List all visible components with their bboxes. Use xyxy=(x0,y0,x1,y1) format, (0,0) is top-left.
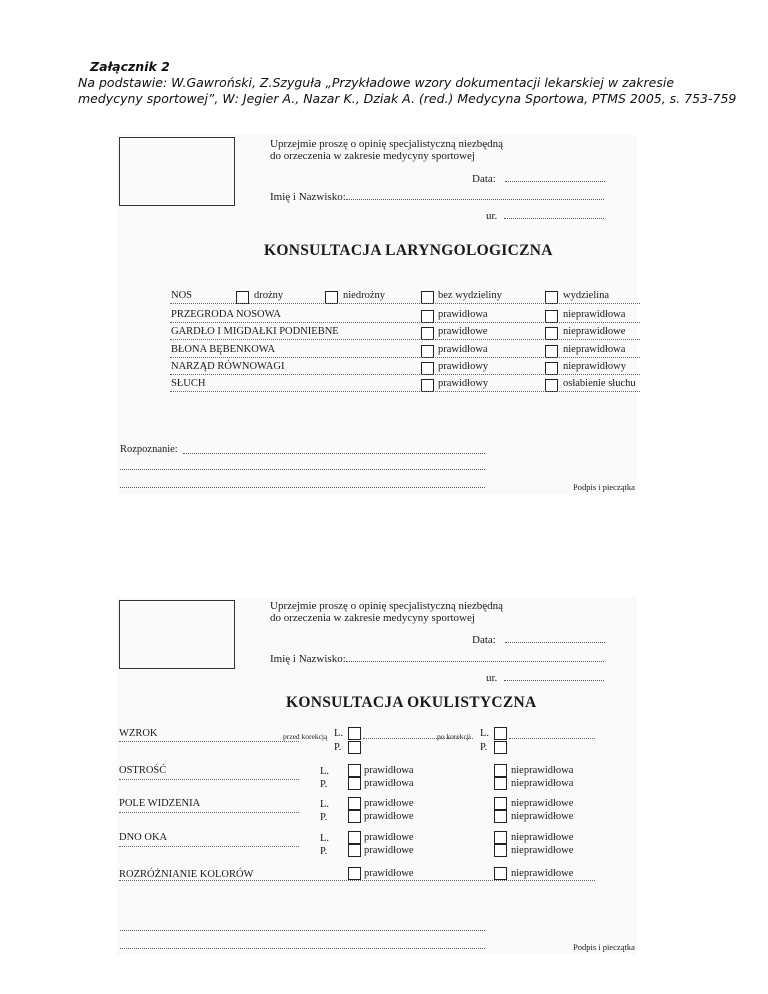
right-eye-label: P. xyxy=(320,812,328,823)
row-divider xyxy=(170,339,640,340)
checkbox-ok-left[interactable] xyxy=(348,831,361,844)
checkbox-ok-right[interactable] xyxy=(348,844,361,857)
left-eye-label: L. xyxy=(320,799,330,810)
option-colors-ok: prawidłowe xyxy=(364,868,414,879)
option-ok: prawidłowy xyxy=(438,361,489,372)
row-divider xyxy=(119,812,299,813)
notes-field-line2[interactable] xyxy=(120,948,485,949)
document-header xyxy=(78,59,758,107)
after-correction-label: po korekcji xyxy=(437,732,471,741)
checkbox-after-left[interactable] xyxy=(494,727,507,740)
row-label: NARZĄD RÓWNOWAGI xyxy=(171,361,285,372)
form-title: KONSULTACJA LARYNGOLOGICZNA xyxy=(264,242,553,259)
row-divider xyxy=(170,374,640,375)
row-label: OSTROŚĆ xyxy=(119,765,167,776)
checkbox-ok-right[interactable] xyxy=(348,777,361,790)
form-title: KONSULTACJA OKULISTYCZNA xyxy=(286,694,537,711)
checkbox-after-right[interactable] xyxy=(494,741,507,754)
row-divider xyxy=(119,741,299,742)
checkbox-bad-left[interactable] xyxy=(494,831,507,844)
left-eye-label: L. xyxy=(320,833,330,844)
birth-field[interactable] xyxy=(504,680,604,681)
checkbox-bad-left[interactable] xyxy=(494,764,507,777)
notes-field-line1[interactable] xyxy=(120,930,485,931)
photo-box xyxy=(119,137,235,206)
right-eye-label: P. xyxy=(334,742,342,753)
option-bad: nieprawidłowe xyxy=(511,832,574,843)
right-eye-label: P. xyxy=(320,779,328,790)
checkbox-ok-left[interactable] xyxy=(348,764,361,777)
signature-label: Podpis i pieczątka xyxy=(573,482,635,492)
checkbox-bad-right[interactable] xyxy=(494,844,507,857)
option-bad: nieprawidłowe xyxy=(511,798,574,809)
date-label: Data: xyxy=(472,173,496,185)
checkbox-ok-left[interactable] xyxy=(348,797,361,810)
option-ok: prawidłowe xyxy=(364,811,414,822)
option-bad: nieprawidłowa xyxy=(511,778,574,789)
option-ok: prawidłowe xyxy=(438,326,488,337)
checkbox-ok-right[interactable] xyxy=(348,810,361,823)
option-ok: prawidłowe xyxy=(364,845,414,856)
name-label: Imię i Nazwisko: xyxy=(270,653,346,665)
row-divider xyxy=(170,391,640,392)
request-text: Uprzejmie proszę o opinię specjalistyczną niezbędną do orzeczenia w zakresie medycyny sportowej xyxy=(270,600,504,624)
row-divider xyxy=(363,738,473,739)
row-label-wzrok: WZROK xyxy=(119,728,158,739)
checkbox-bad-right[interactable] xyxy=(494,777,507,790)
checkbox-bad-right[interactable] xyxy=(494,810,507,823)
right-eye-label: P. xyxy=(320,846,328,857)
option-niedrozny: niedrożny xyxy=(343,290,385,301)
row-divider xyxy=(170,303,640,304)
source-line-2: medycyny sportowej”, W: Jegier A., Nazar K., Dziak A. (red.) Medycyna Sportowa, PTMS 2005, s. 753-759 xyxy=(78,91,737,106)
row-label: PRZEGRODA NOSOWA xyxy=(171,309,281,320)
request-text: Uprzejmie proszę o opinię specjalistyczną niezbędną do orzeczenia w zakresie medycyny sportowej xyxy=(270,138,504,162)
date-label: Data: xyxy=(472,634,496,646)
row-label: BŁONA BĘBENKOWA xyxy=(171,344,276,355)
diagnosis-field[interactable] xyxy=(183,453,485,454)
option-wydzielina: wydzielina xyxy=(563,290,610,301)
checkbox-colors-ok[interactable] xyxy=(348,867,361,880)
row-label-colors: ROZRÓŻNIANIE KOLORÓW xyxy=(119,869,254,880)
checkbox-before-left[interactable] xyxy=(348,727,361,740)
row-label: POLE WIDZENIA xyxy=(119,798,201,809)
option-bez-wydzieliny: bez wydzieliny xyxy=(438,290,502,301)
option-bad: nieprawidłowa xyxy=(511,765,574,776)
attachment-title: Załącznik 2 xyxy=(90,59,170,74)
name-field[interactable] xyxy=(346,661,604,662)
diagnosis-field-line3[interactable] xyxy=(120,487,485,488)
option-ok: prawidłowy xyxy=(438,378,489,389)
option-ok: prawidłowa xyxy=(438,344,488,355)
row-divider xyxy=(119,846,299,847)
diagnosis-field-line2[interactable] xyxy=(120,469,485,470)
right-eye-label: P. xyxy=(480,742,488,753)
date-field[interactable] xyxy=(505,181,605,182)
option-bad: nieprawidłowe xyxy=(511,845,574,856)
checkbox-bad-left[interactable] xyxy=(494,797,507,810)
option-bad: nieprawidłowe xyxy=(511,811,574,822)
row-label-nos: NOS xyxy=(171,290,193,301)
birth-field[interactable] xyxy=(504,218,604,219)
name-field[interactable] xyxy=(346,199,604,200)
before-correction-label: przed korekcją xyxy=(283,732,328,741)
option-bad: nieprawidłowa xyxy=(563,344,626,355)
row-divider xyxy=(170,322,640,323)
row-divider xyxy=(119,779,299,780)
option-ok: prawidłowa xyxy=(364,778,414,789)
left-eye-label: L. xyxy=(334,728,344,739)
option-drozny: drożny xyxy=(254,290,284,301)
option-ok: prawidłowa xyxy=(438,309,488,320)
left-eye-label: L. xyxy=(320,766,330,777)
option-ok: prawidłowa xyxy=(364,765,414,776)
birth-label: ur. xyxy=(486,672,498,684)
name-label: Imię i Nazwisko: xyxy=(270,191,346,203)
birth-label: ur. xyxy=(486,210,498,222)
source-line-1: Na podstawie: W.Gawroński, Z.Szyguła „Przykładowe wzory dokumentacji lekarskiej w zakresie xyxy=(78,75,675,90)
option-ok: prawidłowe xyxy=(364,798,414,809)
option-colors-bad: nieprawidłowe xyxy=(511,868,574,879)
option-ok: prawidłowe xyxy=(364,832,414,843)
left-eye-label: L. xyxy=(480,728,490,739)
option-bad: nieprawidłowy xyxy=(563,361,626,372)
diagnosis-label: Rozpoznanie: xyxy=(120,444,178,455)
photo-box xyxy=(119,600,235,669)
row-divider xyxy=(119,880,595,881)
checkbox-before-right[interactable] xyxy=(348,741,361,754)
option-bad: nieprawidłowa xyxy=(563,309,626,320)
option-bad: osłabienie słuchu xyxy=(563,378,636,389)
date-field[interactable] xyxy=(505,642,605,643)
signature-label: Podpis i pieczątka xyxy=(573,942,635,952)
checkbox-colors-bad[interactable] xyxy=(494,867,507,880)
row-label: GARDŁO I MIGDAŁKI PODNIEBNE xyxy=(171,326,339,337)
row-label: SŁUCH xyxy=(171,378,206,389)
row-divider xyxy=(509,738,595,739)
option-bad: nieprawidłowe xyxy=(563,326,626,337)
row-divider xyxy=(170,357,640,358)
row-label: DNO OKA xyxy=(119,832,168,843)
